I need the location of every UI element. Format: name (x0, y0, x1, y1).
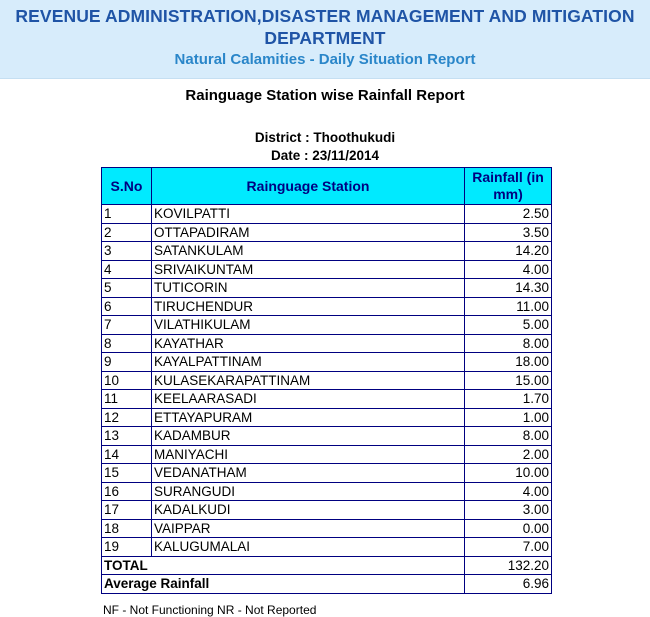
column-header-rainfall: Rainfall (in mm) (465, 168, 552, 205)
rainfall-cell: 2.50 (465, 205, 552, 224)
rainfall-cell: 10.00 (465, 464, 552, 483)
rainfall-cell: 3.00 (465, 501, 552, 520)
sno-cell: 5 (102, 279, 152, 298)
average-value: 6.96 (465, 575, 552, 594)
total-row (102, 556, 552, 575)
rainfall-cell: 1.70 (465, 390, 552, 409)
sno-cell: 17 (102, 501, 152, 520)
sno-cell: 12 (102, 408, 152, 427)
sno-cell: 10 (102, 371, 152, 390)
station-cell: KOVILPATTI (152, 205, 465, 224)
report-date: Date : 23/11/2014 (270, 148, 380, 163)
sno-cell: 8 (102, 334, 152, 353)
table-row (102, 242, 552, 261)
table-row (102, 205, 552, 224)
station-cell: SATANKULAM (152, 242, 465, 261)
station-cell: ETTAYAPURAM (152, 408, 465, 427)
station-cell: KADALKUDI (152, 501, 465, 520)
report-subtitle: Natural Calamities - Daily Situation Report (174, 51, 476, 68)
station-cell: SURANGUDI (152, 482, 465, 501)
rainfall-table (101, 167, 552, 594)
sno-cell: 4 (102, 260, 152, 279)
station-cell: TIRUCHENDUR (152, 297, 465, 316)
station-cell: SRIVAIKUNTAM (152, 260, 465, 279)
table-row (102, 408, 552, 427)
rainfall-cell: 5.00 (465, 316, 552, 335)
table-row (102, 279, 552, 298)
station-cell: KULASEKARAPATTINAM (152, 371, 465, 390)
sno-cell: 7 (102, 316, 152, 335)
rainfall-cell: 14.20 (465, 242, 552, 261)
rainfall-cell: 15.00 (465, 371, 552, 390)
rainfall-cell: 1.00 (465, 408, 552, 427)
sno-cell: 2 (102, 223, 152, 242)
table-body (102, 205, 552, 557)
total-label: TOTAL (102, 556, 465, 575)
table-row (102, 371, 552, 390)
sno-cell: 1 (102, 205, 152, 224)
table-row (102, 316, 552, 335)
sno-cell: 3 (102, 242, 152, 261)
total-value: 132.20 (465, 556, 552, 575)
sno-cell: 11 (102, 390, 152, 409)
rainfall-cell: 11.00 (465, 297, 552, 316)
table-row (102, 464, 552, 483)
table-row (102, 519, 552, 538)
rainfall-cell: 4.00 (465, 260, 552, 279)
average-row (102, 575, 552, 594)
station-cell: MANIYACHI (152, 445, 465, 464)
table-row (102, 427, 552, 446)
sno-cell: 19 (102, 538, 152, 557)
station-cell: VAIPPAR (152, 519, 465, 538)
table-row (102, 223, 552, 242)
department-title-line1: REVENUE ADMINISTRATION,DISASTER MANAGEMENT AND MITIGATION (15, 6, 635, 26)
sno-cell: 6 (102, 297, 152, 316)
sno-cell: 13 (102, 427, 152, 446)
rainfall-cell: 4.00 (465, 482, 552, 501)
table-row (102, 390, 552, 409)
station-cell: KADAMBUR (152, 427, 465, 446)
station-cell: KAYALPATTINAM (152, 353, 465, 372)
table-row (102, 334, 552, 353)
sno-cell: 18 (102, 519, 152, 538)
station-cell: KEELAARASADI (152, 390, 465, 409)
column-header-station: Rainguage Station (152, 168, 465, 205)
rainfall-cell: 0.00 (465, 519, 552, 538)
table-row (102, 482, 552, 501)
station-cell: VILATHIKULAM (152, 316, 465, 335)
table-header-row (102, 168, 552, 205)
rainfall-cell: 14.30 (465, 279, 552, 298)
department-banner (0, 0, 650, 79)
table-row (102, 445, 552, 464)
station-cell: KALUGUMALAI (152, 538, 465, 557)
rainfall-cell: 8.00 (465, 334, 552, 353)
rainfall-cell: 2.00 (465, 445, 552, 464)
rainfall-cell: 8.00 (465, 427, 552, 446)
table-row (102, 260, 552, 279)
average-label: Average Rainfall (102, 575, 465, 594)
sno-cell: 15 (102, 464, 152, 483)
rainfall-cell: 18.00 (465, 353, 552, 372)
column-header-sno: S.No (102, 168, 152, 205)
table-row (102, 501, 552, 520)
sno-cell: 9 (102, 353, 152, 372)
station-cell: KAYATHAR (152, 334, 465, 353)
station-cell: VEDANATHAM (152, 464, 465, 483)
table-row (102, 538, 552, 557)
sno-cell: 16 (102, 482, 152, 501)
rainfall-cell: 3.50 (465, 223, 552, 242)
station-cell: TUTICORIN (152, 279, 465, 298)
rainfall-cell: 7.00 (465, 538, 552, 557)
table-row (102, 297, 552, 316)
sno-cell: 14 (102, 445, 152, 464)
footnote: NF - Not Functioning NR - Not Reported (103, 603, 317, 617)
station-cell: OTTAPADIRAM (152, 223, 465, 242)
district-label: District : Thoothukudi (254, 130, 396, 145)
table-row (102, 353, 552, 372)
department-title-line2: DEPARTMENT (264, 28, 386, 48)
report-title: Rainguage Station wise Rainfall Report (185, 87, 465, 104)
